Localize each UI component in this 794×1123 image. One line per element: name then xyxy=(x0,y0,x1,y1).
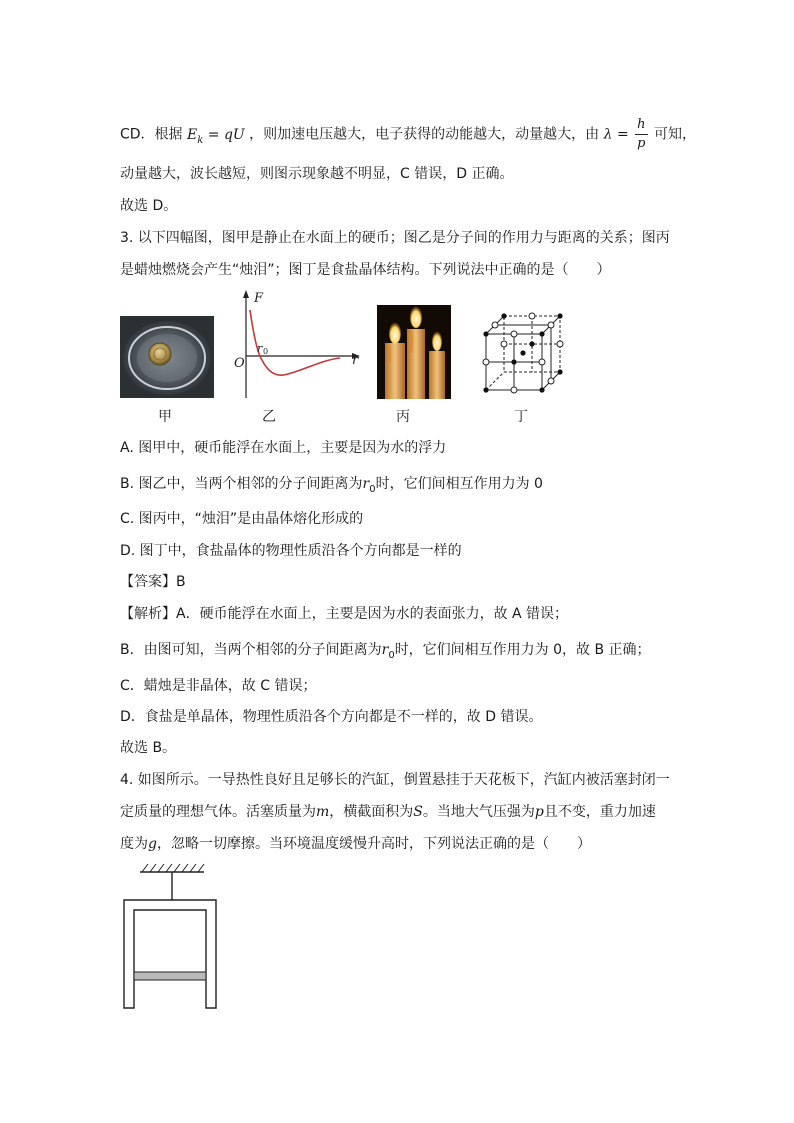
figure-inverted-cylinder xyxy=(120,862,224,1012)
q3-option-d: D. 图丁中，食盐晶体的物理性质沿各个方向都是一样的 xyxy=(120,543,462,559)
q3-conclusion: 故选 B。 xyxy=(120,740,177,756)
caption-bing: 丙 xyxy=(396,409,410,425)
q3-analysis-b: B．由图可知，当两个相邻的分子间距离为$r_0$时，它们间相互作用力为 0，故 B 正确； xyxy=(120,642,651,661)
q3-stem-line1: 3. 以下四幅图，图甲是静止在水面上的硬币；图乙是分子间的作用力与距离的关系；图丙 xyxy=(120,230,670,246)
q3-option-c: C. 图丙中，“烛泪”是由晶体熔化形成的 xyxy=(120,511,364,527)
caption-ding: 丁 xyxy=(514,409,528,425)
cd-explanation-line1: CD．根据 $E_k$ = qU ，则加速电压越大，电子获得的动能越大，动量越大，由 λ = $\frac{h}{p}$ 可知， xyxy=(120,117,696,151)
q3-analysis-c: C．蜡烛是非晶体，故 C 错误； xyxy=(120,678,317,694)
q3-stem-line2: 是蜡烛燃烧会产生“烛泪”；图丁是食盐晶体结构。下列说法中正确的是（ ） xyxy=(120,262,611,278)
q3-option-a: A. 图甲中，硬币能浮在水面上，主要是因为水的浮力 xyxy=(120,440,447,456)
graph-label-r0: r xyxy=(257,342,263,355)
graph-label-origin: O xyxy=(234,356,245,371)
formula-lambda: λ = xyxy=(603,126,629,143)
caption-jia: 甲 xyxy=(158,409,172,425)
q3-analysis-d: D．食盐是单晶体，物理性质沿各个方向都是不一样的，故 D 错误。 xyxy=(120,709,543,725)
cd-explanation-line2: 动量越大，波长越短，则图示现象越不明显，C 错误，D 正确。 xyxy=(120,166,514,182)
q4-stem-line3: 度为g，忽略一切摩擦。当环境温度缓慢升高时，下列说法正确的是（ ） xyxy=(120,836,591,852)
figure-candles xyxy=(377,305,451,399)
q3-option-b: B. 图乙中，当两个相邻的分子间距离为$r_0$时，它们间相互作用力为 0 xyxy=(120,476,543,495)
formula-kinetic-energy: $E_k$ = qU xyxy=(187,126,245,146)
figure-salt-crystal-lattice xyxy=(480,312,566,394)
figure-coin-on-water xyxy=(120,316,214,398)
figure-molecular-force-graph xyxy=(232,288,362,400)
graph-label-f: F xyxy=(254,291,264,306)
fraction-h-over-p: $\frac{h}{p}$ xyxy=(637,117,646,151)
cd-conclusion: 故选 D。 xyxy=(120,198,178,214)
graph-label-r: r xyxy=(352,353,359,368)
caption-yi: 乙 xyxy=(262,409,276,425)
q4-stem-line1: 4. 如图所示。一导热性良好且足够长的汽缸，倒置悬挂于天花板下，汽缸内被活塞封闭一 xyxy=(120,772,670,788)
graph-label-r0-sub: 0 xyxy=(263,347,269,356)
q4-stem-line2: 定质量的理想气体。活塞质量为m，横截面积为S。当地大气压强为p且不变，重力加速 xyxy=(120,804,656,820)
q3-answer: 【答案】B xyxy=(120,574,186,590)
q3-analysis-a: 【解析】A．硬币能浮在水面上，主要是因为水的表面张力，故 A 错误； xyxy=(120,606,569,622)
